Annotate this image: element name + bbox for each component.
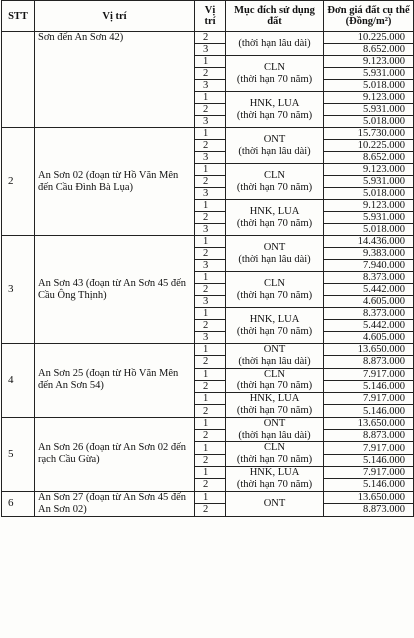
position-cell: 1: [195, 344, 226, 356]
price-cell: 9.123.000: [324, 164, 414, 176]
price-cell: 9.383.000: [324, 248, 414, 260]
price-cell: 5.146.000: [324, 405, 414, 417]
price-cell: 5.018.000: [324, 116, 414, 128]
position-cell: 1: [195, 393, 226, 405]
position-cell: 1: [195, 466, 226, 478]
position-cell: 2: [195, 104, 226, 116]
purpose-cell: HNK, LUA (thời hạn 70 năm): [226, 308, 324, 344]
position-cell: 2: [195, 248, 226, 260]
price-cell: 10.225.000: [324, 140, 414, 152]
price-cell: 5.442.000: [324, 284, 414, 296]
price-cell: 8.373.000: [324, 272, 414, 284]
location-cell: An Sơn 43 (đoạn từ An Sơn 45 đến Cầu Ông Thịnh): [35, 236, 195, 344]
position-cell: 1: [195, 200, 226, 212]
position-cell: 3: [195, 116, 226, 128]
price-cell: 5.018.000: [324, 80, 414, 92]
stt-cell: 6: [2, 491, 35, 516]
header-price: Đơn giá đất cụ thể (Đồng/m²): [324, 1, 414, 32]
purpose-cell: ONT: [226, 491, 324, 516]
position-cell: 2: [195, 32, 226, 44]
header-purpose: Mục đích sử dụng đất: [226, 1, 324, 32]
price-cell: 5.146.000: [324, 479, 414, 491]
price-cell: 7.917.000: [324, 393, 414, 405]
land-price-table: [1, 0, 414, 517]
purpose-cell: CLN (thời hạn 70 năm): [226, 368, 324, 393]
price-cell: 9.123.000: [324, 56, 414, 68]
price-cell: 4.605.000: [324, 332, 414, 344]
purpose-cell: HNK, LUA (thời hạn 70 năm): [226, 393, 324, 418]
position-cell: 2: [195, 212, 226, 224]
location-cell: An Sơn 27 (đoạn từ An Sơn 45 đến An Sơn 02): [35, 491, 195, 516]
position-cell: 1: [195, 236, 226, 248]
position-cell: 3: [195, 260, 226, 272]
price-cell: 9.123.000: [324, 200, 414, 212]
stt-cell: 2: [2, 128, 35, 236]
position-cell: 3: [195, 224, 226, 236]
position-cell: 2: [195, 479, 226, 491]
price-cell: 5.442.000: [324, 320, 414, 332]
position-cell: 1: [195, 272, 226, 284]
price-cell: 9.123.000: [324, 92, 414, 104]
purpose-cell: HNK, LUA (thời hạn 70 năm): [226, 466, 324, 491]
price-cell: 7.917.000: [324, 442, 414, 454]
purpose-cell: CLN (thời hạn 70 năm): [226, 442, 324, 467]
price-cell: 8.652.000: [324, 44, 414, 56]
purpose-cell: (thời hạn lâu dài): [226, 32, 324, 56]
price-cell: 13.650.000: [324, 417, 414, 429]
price-cell: 5.931.000: [324, 68, 414, 80]
location-cell: An Sơn 26 (đoạn từ An Sơn 02 đến rạch Cầu Gừa): [35, 417, 195, 491]
location-cell: Sơn đến An Sơn 42): [35, 32, 195, 128]
table-row: [2, 32, 414, 44]
price-cell: 5.018.000: [324, 188, 414, 200]
position-cell: 3: [195, 332, 226, 344]
position-cell: 2: [195, 430, 226, 442]
stt-cell: [2, 32, 35, 128]
position-cell: 1: [195, 308, 226, 320]
price-cell: 8.652.000: [324, 152, 414, 164]
table-row: [2, 344, 414, 356]
position-cell: 3: [195, 152, 226, 164]
price-cell: 8.873.000: [324, 356, 414, 368]
position-cell: 2: [195, 405, 226, 417]
header-position: Vị trí: [195, 1, 226, 32]
position-cell: 3: [195, 296, 226, 308]
stt-cell: 5: [2, 417, 35, 491]
header-location: Vị trí: [35, 1, 195, 32]
position-cell: 1: [195, 368, 226, 380]
position-cell: 1: [195, 417, 226, 429]
price-cell: 8.373.000: [324, 308, 414, 320]
purpose-cell: HNK, LUA (thời hạn 70 năm): [226, 200, 324, 236]
position-cell: 1: [195, 92, 226, 104]
price-cell: 5.018.000: [324, 224, 414, 236]
position-cell: 1: [195, 56, 226, 68]
table-row: [2, 236, 414, 248]
purpose-cell: ONT (thời hạn lâu dài): [226, 417, 324, 442]
location-cell: An Sơn 02 (đoạn từ Hồ Văn Mên đến Cầu Đình Bà Lụa): [35, 128, 195, 236]
position-cell: 3: [195, 44, 226, 56]
price-cell: 14.436.000: [324, 236, 414, 248]
header-row: [2, 1, 414, 32]
price-cell: 5.931.000: [324, 104, 414, 116]
table-row: [2, 128, 414, 140]
header-stt: STT: [2, 1, 35, 32]
price-cell: 15.730.000: [324, 128, 414, 140]
position-cell: 3: [195, 80, 226, 92]
position-cell: 2: [195, 504, 226, 517]
price-cell: 13.650.000: [324, 344, 414, 356]
price-cell: 7.940.000: [324, 260, 414, 272]
position-cell: 2: [195, 356, 226, 368]
price-cell: 8.873.000: [324, 430, 414, 442]
price-cell: 7.917.000: [324, 466, 414, 478]
stt-cell: 3: [2, 236, 35, 344]
location-cell: An Sơn 25 (đoạn từ Hồ Văn Mên đến An Sơn 54): [35, 344, 195, 418]
position-cell: 2: [195, 380, 226, 392]
position-cell: 1: [195, 128, 226, 140]
price-cell: 5.931.000: [324, 176, 414, 188]
position-cell: 2: [195, 284, 226, 296]
purpose-cell: CLN (thời hạn 70 năm): [226, 164, 324, 200]
price-cell: 7.917.000: [324, 368, 414, 380]
position-cell: 2: [195, 68, 226, 80]
position-cell: 2: [195, 140, 226, 152]
position-cell: 2: [195, 176, 226, 188]
purpose-cell: ONT (thời hạn lâu dài): [226, 128, 324, 164]
price-cell: 5.931.000: [324, 212, 414, 224]
price-cell: 10.225.000: [324, 32, 414, 44]
position-cell: 3: [195, 188, 226, 200]
purpose-cell: ONT (thời hạn lâu dài): [226, 344, 324, 369]
position-cell: 2: [195, 320, 226, 332]
position-cell: 1: [195, 164, 226, 176]
stt-cell: 4: [2, 344, 35, 418]
position-cell: 1: [195, 442, 226, 454]
table-body: [2, 32, 414, 517]
purpose-cell: CLN (thời hạn 70 năm): [226, 56, 324, 92]
table-row: [2, 491, 414, 504]
price-cell: 4.605.000: [324, 296, 414, 308]
price-cell: 5.146.000: [324, 454, 414, 466]
price-cell: 8.873.000: [324, 504, 414, 517]
position-cell: 1: [195, 491, 226, 504]
position-cell: 2: [195, 454, 226, 466]
price-cell: 13.650.000: [324, 491, 414, 504]
price-cell: 5.146.000: [324, 380, 414, 392]
purpose-cell: ONT (thời hạn lâu dài): [226, 236, 324, 272]
purpose-cell: HNK, LUA (thời hạn 70 năm): [226, 92, 324, 128]
purpose-cell: CLN (thời hạn 70 năm): [226, 272, 324, 308]
table-row: [2, 417, 414, 429]
